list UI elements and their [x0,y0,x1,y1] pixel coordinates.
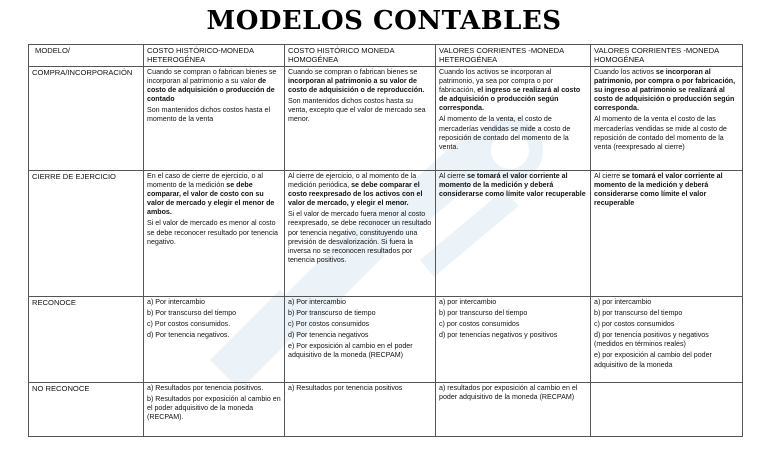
cell-text: Cuando los activos se incorporan al patrimonio, ya sea por compra o por fabricación, [439,68,553,95]
cell-text: e) por exposición al cambio del poder adquisitivo de la moneda [594,351,712,369]
cell-text: se tomará el valor corriente al momento de la medición y deberá considerarse como límite valor recuperable [439,172,586,199]
cell-paragraph [288,384,432,393]
cell-paragraph [439,68,587,113]
cell-paragraph [147,384,281,393]
cell-paragraph [288,331,432,340]
table-cell [436,383,591,437]
cell-text: Al momento de la venta, el costo de mercaderías vendidas se mide a costo de reposición de contado del momento de la venta. [439,115,571,151]
cell-text: b) por transcurso del tiempo [439,309,528,318]
cell-text: b) Resultados por exposición al cambio en el poder adquisitivo de la moneda (RECPAM). [147,395,281,422]
header-cell: COSTO HISTÓRICO-MONEDA HETEROGÉNEA [144,45,285,67]
cell-text: d) por tenencia positivos y negativos (medidos en términos reales) [594,331,709,349]
cell-text: c) Por costos consumidos. [147,320,231,329]
cell-text: a) Por intercambio [288,298,346,306]
table-cell [144,383,285,437]
cell-paragraph [594,320,739,329]
cell-text: a) resultados por exposición al cambio en el poder adquisitivo de la moneda (RECPAM) [439,384,578,402]
cell-paragraph [288,97,432,124]
cell-paragraph [288,342,432,360]
table-cell [591,297,743,383]
cell-text: En el caso de cierre de ejercicio, o al momento de la medición [147,172,263,190]
cell-text: Son mantenidos dichos costos hasta el momento de la venta [147,106,271,124]
cell-text: e) Por exposición al cambio en el poder adquisitivo de la moneda (RECPAM) [288,342,413,360]
cell-text: Al cierre [439,172,467,180]
cell-paragraph [147,68,281,104]
cell-text: a) por intercambio [594,298,652,306]
cell-text: Son mantenidos dichos costos hasta su venta, excepto que el valor de mercado sea menor. [288,97,426,124]
table-cell [436,67,591,171]
cell-text: c) por costos consumidos [594,320,675,329]
cell-paragraph [288,309,432,318]
table-cell [591,383,743,437]
cell-paragraph [147,320,281,329]
cell-paragraph [594,331,739,349]
table-row [29,67,743,171]
table-cell [285,171,436,297]
row-label: CIERRE DE EJERCICIO [29,171,144,297]
cell-text: d) Por tenencia negativos. [147,331,230,340]
cell-text: se tomará el valor corriente al momento de la medición y deberá considerarse como límite el valor recuperable [594,172,723,208]
cell-paragraph [439,320,587,329]
cell-text: Cuando se compran o fabrican bienes se incorporan al patrimonio a su valor [147,68,277,86]
header-cell: VALORES CORRIENTES -MONEDA HETEROGÉNEA [436,45,591,67]
cell-paragraph [147,298,281,307]
cell-paragraph [439,115,587,151]
cell-text: se debe comparar el costo reexpresado de los activos con el valor de mercado, y elegir el menor. [288,181,423,208]
cell-paragraph [594,351,739,369]
cell-text: Al cierre de ejercicio, o al momento de la medición periódica, [288,172,417,190]
table-cell [591,171,743,297]
cell-text: Si el valor de mercado es menor al costo se debe reconocer resultado por tenencia negativo. [147,219,278,246]
cell-paragraph [439,309,587,318]
header-cell: COSTO HISTÓRICO MONEDA HOMOGÉNEA [285,45,436,67]
cell-text: Al momento de la venta el costo de las mercaderías vendidas se mide al costo de reposición de contado del momento de la venta (reexpresado al cierre) [594,115,727,151]
table-cell [144,171,285,297]
cell-text: d) por tenencias negativos y positivos [439,331,558,340]
cell-paragraph [147,106,281,124]
cell-paragraph [439,172,587,199]
cell-text: a) Resultados por tenencia positivos. [147,384,264,392]
table-cell [285,67,436,171]
cell-text: incorporan al patrimonio a su valor de costo de adquisición o de reproducción. [288,77,425,95]
cell-text: Cuando se compran o fabrican bienes se [288,68,418,76]
cell-text: b) Por transcurso de tiempo [288,309,376,318]
accounting-models-table [28,44,743,437]
cell-paragraph [594,68,739,113]
cell-text: se incorporan al patrimonio, por compra o por fabricación, su ingreso al patrimonio se realizará al costo de adquisición o producción según corresponda. [594,68,736,113]
cell-paragraph [288,172,432,208]
cell-paragraph [288,298,432,307]
table-cell [285,383,436,437]
cell-paragraph [594,172,739,208]
page-title: MODELOS CONTABLES [206,6,562,36]
cell-text: se debe comparar, el valor de costo con su valor de mercado y elegir el menor de ambos. [147,181,275,217]
table-cell [591,67,743,171]
cell-text: b) Por transcurso del tiempo [147,309,237,318]
cell-text: Al cierre [594,172,622,180]
cell-text: Cuando los activos [594,68,656,76]
header-row [29,45,743,67]
cell-text: Si el valor de mercado fuera menor al costo reexpresado, se debe reconocer un resultado por tenencia negativo, constituyendo una previsión de desvalorización. Si fuera la inversa no se reconocen resultados por tenencia positivos. [288,210,432,264]
table-row [29,297,743,383]
cell-paragraph [594,298,739,307]
cell-paragraph [439,331,587,340]
cell-text: a) por intercambio [439,298,497,306]
cell-paragraph [288,68,432,95]
cell-paragraph [439,384,587,402]
cell-paragraph [288,320,432,329]
cell-text: d) Por tenencia negativos [288,331,369,340]
header-cell: MODELO/ [29,45,144,67]
cell-text: a) Por intercambio [147,298,205,306]
table-cell [436,171,591,297]
cell-paragraph [147,219,281,246]
cell-text: c) Por costos consumidos [288,320,370,329]
cell-paragraph [147,172,281,217]
row-label: COMPRA/INCORPORACIÓN [29,67,144,171]
cell-paragraph [439,298,587,307]
table-cell [436,297,591,383]
cell-paragraph [147,309,281,318]
row-label: NO RECONOCE [29,383,144,437]
cell-text: c) por costos consumidos [439,320,520,329]
table-cell [144,297,285,383]
cell-paragraph [147,331,281,340]
cell-text: a) Resultados por tenencia positivos [288,384,403,392]
row-label: RECONOCE [29,297,144,383]
cell-paragraph [288,210,432,265]
table-cell [144,67,285,171]
cell-text: de costo de adquisición o producción de contado [147,77,275,104]
table-cell [285,297,436,383]
header-cell: VALORES CORRIENTES -MONEDA HOMOGÉNEA [591,45,743,67]
cell-paragraph [594,115,739,151]
cell-text: el ingreso se realizará al costo de adquisición o producción según corresponda. [439,86,581,113]
table-row [29,383,743,437]
cell-text: b) por transcurso del tiempo [594,309,683,318]
table-row [29,171,743,297]
cell-paragraph [147,395,281,422]
cell-paragraph [594,309,739,318]
